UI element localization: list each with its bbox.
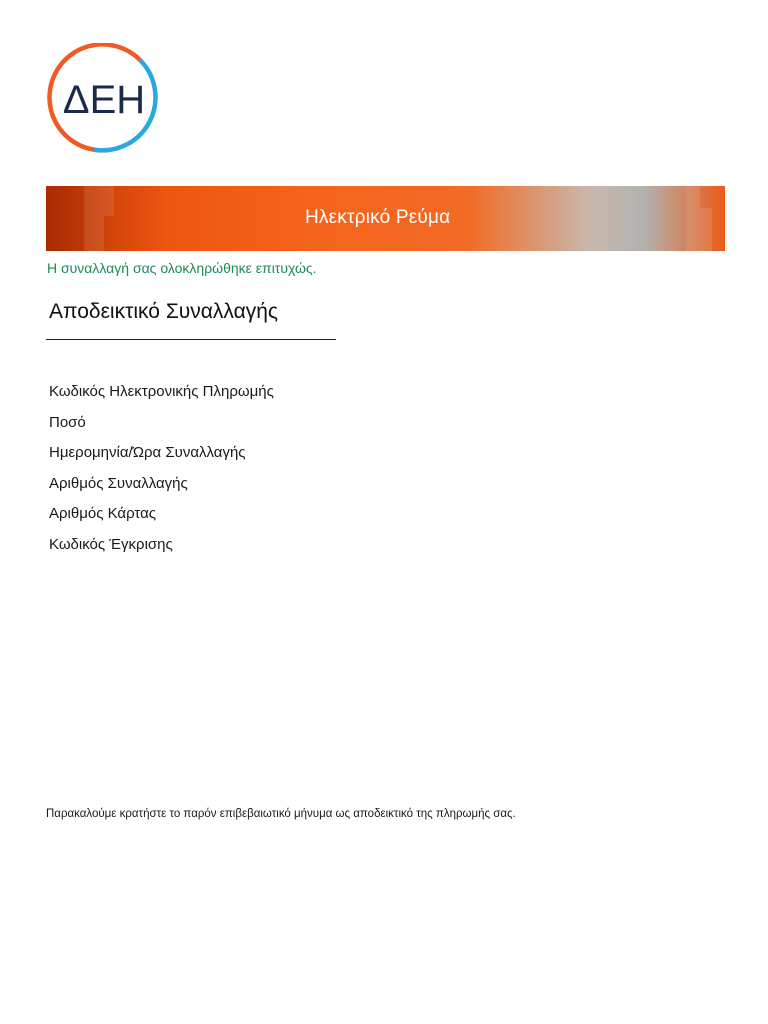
receipt-field-list bbox=[49, 377, 274, 561]
success-message: Η συναλλαγή σας ολοκληρώθηκε επιτυχώς. bbox=[47, 260, 317, 276]
deh-logo bbox=[46, 43, 162, 153]
banner-title: Ηλεκτρικό Ρεύμα bbox=[305, 207, 451, 228]
field-label-card-number: Αριθμός Κάρτας bbox=[49, 505, 157, 523]
field-label-datetime: Ημερομηνία/Ώρα Συναλλαγής bbox=[49, 444, 246, 462]
title-divider bbox=[46, 339, 336, 340]
banner-decoration bbox=[686, 186, 700, 251]
footer-note: Παρακαλούμε κρατήστε το παρόν επιβεβαιωτικό μήνυμα ως αποδεικτικό της πληρωμής σας. bbox=[46, 808, 516, 820]
logo-text: ΔΕΗ bbox=[62, 78, 146, 122]
receipt-title: Αποδεικτικό Συναλλαγής bbox=[49, 300, 279, 323]
service-banner bbox=[46, 186, 725, 251]
field-label-approval-code: Κωδικός Έγκρισης bbox=[49, 535, 173, 553]
field-label-payment-code: Κωδικός Ηλεκτρονικής Πληρωμής bbox=[49, 383, 274, 400]
field-label-amount: Ποσό bbox=[49, 413, 86, 431]
banner-decoration bbox=[84, 186, 104, 251]
field-label-transaction-number: Αριθμός Συναλλαγής bbox=[49, 474, 188, 492]
banner-decoration bbox=[700, 208, 712, 251]
banner-decoration bbox=[104, 186, 114, 216]
